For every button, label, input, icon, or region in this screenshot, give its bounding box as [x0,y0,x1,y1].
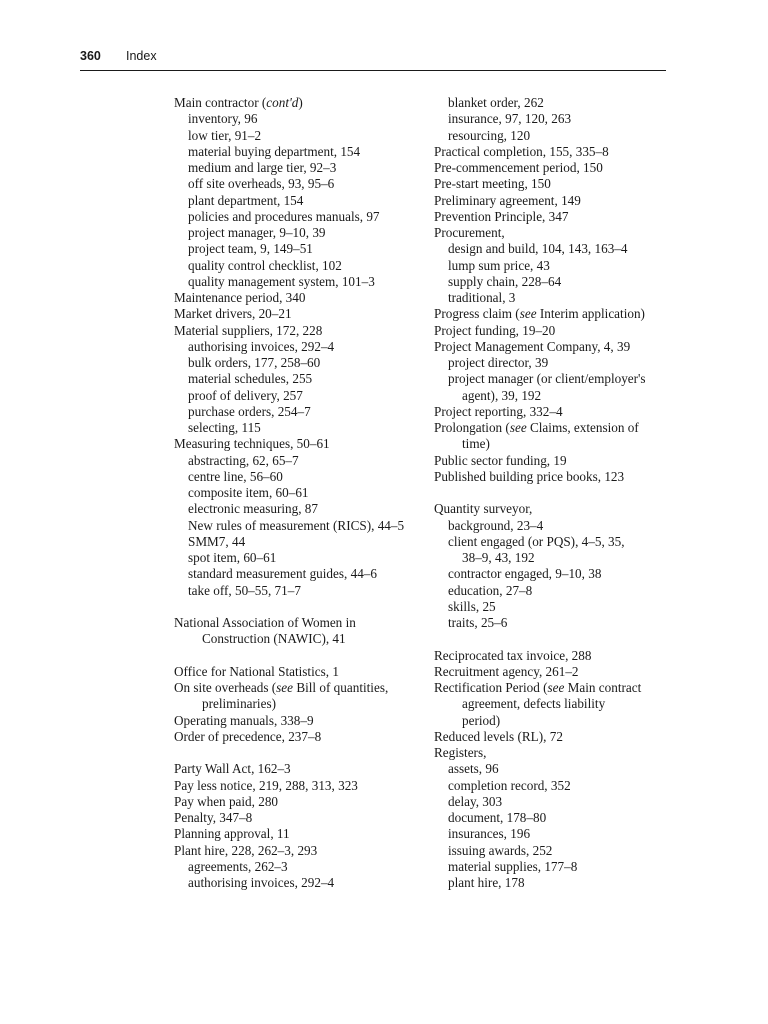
index-entry-continuation [174,696,424,712]
header-rule [80,70,666,71]
entry-text: low tier, 91–2 [188,127,262,143]
index-subentry [434,859,674,875]
entry-text: Reciprocated tax invoice, 288 [434,647,592,663]
index-subentry [174,274,424,290]
entry-text: completion record, 352 [448,777,571,793]
entry-text: period) [462,712,501,728]
index-main-entry [434,745,674,761]
index-main-entry [174,729,424,745]
entry-text: Pay when paid, 280 [174,793,279,809]
entry-text: client engaged (or PQS), 4–5, 35, [448,533,625,549]
italic-text: see [509,420,527,435]
index-main-entry [174,810,424,826]
entry-text: Registers, [434,745,487,760]
index-main-entry [434,144,674,160]
index-main-entry [174,843,424,859]
index-main-entry [434,209,674,225]
entry-text: proof of delivery, 257 [188,387,303,403]
entry-text: education, 27–8 [448,582,533,598]
index-subentry [434,761,674,777]
index-main-entry [434,160,674,176]
entry-text: Preliminary agreement, 149 [434,192,581,208]
entry-text: insurances, 196 [448,826,531,842]
index-subentry [174,469,424,485]
entry-text: resourcing, 120 [448,127,531,143]
entry-text: bulk orders, 177, 258–60 [188,355,321,370]
index-subentry [174,388,424,404]
entry-text: On site overheads ( [174,680,277,695]
index-subentry [434,826,674,842]
index-subentry [174,371,424,387]
entry-text: blanket order, 262 [448,95,544,110]
entry-text: medium and large tier, 92–3 [188,160,337,175]
entry-text: Office for National Statistics, 1 [174,663,339,679]
entry-text: Pre-start meeting, 150 [434,176,551,192]
entry-text: electronic measuring, 87 [188,501,318,517]
index-subentry [174,485,424,501]
index-subentry [434,95,674,111]
index-subentry [434,518,674,534]
entry-text: Public sector funding, 19 [434,452,567,468]
index-subentry [174,193,424,209]
index-subentry [174,550,424,566]
index-subentry [434,615,674,631]
entry-text: delay, 303 [448,793,503,809]
index-subentry [434,794,674,810]
index-subentry [174,420,424,436]
index-entry-continuation [434,696,674,712]
entry-text: Prevention Principle, 347 [434,208,569,224]
entry-text: plant department, 154 [188,192,304,208]
index-main-entry [434,729,674,745]
index-main-entry [434,339,674,355]
index-subentry [434,534,674,550]
entry-text: time) [462,436,490,452]
entry-text: insurance, 97, 120, 263 [448,111,572,127]
italic-text: see [547,680,565,695]
index-main-entry [174,306,424,322]
entry-text: material supplies, 177–8 [448,858,578,874]
entry-text: inventory, 96 [188,111,258,127]
index-subentry [174,859,424,875]
entry-text: centre line, 56–60 [188,468,283,484]
index-subentry [174,111,424,127]
entry-spacer [174,648,424,664]
index-subentry [434,290,674,306]
entry-text: project manager (or client/employer's [448,371,646,387]
entry-text: Project Management Company, 4, 39 [434,338,631,354]
entry-text: abstracting, 62, 65–7 [188,452,299,468]
entry-text: Rectification Period ( [434,680,548,695]
index-main-entry [434,664,674,680]
entry-text: Interim application) [536,306,645,322]
entry-text: assets, 96 [448,761,499,777]
entry-text: Pay less notice, 219, 288, 313, 323 [174,777,358,793]
entry-text: Penalty, 347–8 [174,810,253,825]
entry-text: Project funding, 19–20 [434,322,556,338]
entry-text: off site overheads, 93, 95–6 [188,176,335,192]
italic-text: cont'd [266,95,299,110]
entry-text: composite item, 60–61 [188,485,309,500]
index-main-entry [174,323,424,339]
entry-text: agreements, 262–3 [188,858,288,874]
entry-text: National Association of Women in [174,615,356,630]
entry-text: selecting, 115 [188,420,261,435]
index-main-entry [434,648,674,664]
index-main-entry [174,615,424,631]
entry-text: authorising invoices, 292–4 [188,875,335,890]
entry-text: Prolongation ( [434,420,510,435]
entry-text: contractor engaged, 9–10, 38 [448,566,602,582]
entry-text: project manager, 9–10, 39 [188,225,326,240]
index-main-entry [174,826,424,842]
entry-text: Plant hire, 228, 262–3, 293 [174,842,318,858]
index-subentry [174,453,424,469]
index-subentry [174,225,424,241]
index-subentry [174,583,424,599]
entry-text: preliminaries) [202,696,276,712]
index-subentry [174,875,424,891]
entry-text: quality management system, 101–3 [188,273,375,289]
index-entry-continuation [174,631,424,647]
index-main-entry [174,794,424,810]
index-main-entry [434,680,674,696]
index-subentry [434,241,674,257]
index-subentry [434,371,674,387]
entry-text: spot item, 60–61 [188,550,277,565]
index-main-entry [174,95,424,111]
page-number: 360 [80,49,101,63]
entry-text: traditional, 3 [448,290,516,305]
index-main-entry [434,501,674,517]
index-main-entry [174,778,424,794]
entry-text: agreement, defects liability [462,696,606,712]
index-subentry [174,339,424,355]
index-subentry [174,160,424,176]
index-subentry [174,501,424,517]
entry-text: Party Wall Act, 162–3 [174,761,291,777]
index-main-entry [434,306,674,322]
index-subentry [434,274,674,290]
entry-text: SMM7, 44 [188,533,246,549]
entry-text: lump sum price, 43 [448,257,550,273]
index-column-left [174,95,424,891]
entry-text: project director, 39 [448,355,549,370]
index-main-entry [434,453,674,469]
index-subentry [174,241,424,257]
index-subentry [174,258,424,274]
index-subentry [174,518,424,534]
entry-text: issuing awards, 252 [448,842,553,858]
entry-text: plant hire, 178 [448,875,525,890]
index-main-entry [434,420,674,436]
entry-text: Pre-commencement period, 150 [434,160,603,175]
index-entry-continuation [434,713,674,729]
index-main-entry [434,193,674,209]
italic-text: see [519,306,537,322]
index-subentry [174,404,424,420]
entry-text: document, 178–80 [448,810,547,825]
page-header [80,49,666,69]
entry-text: Recruitment agency, 261–2 [434,663,579,679]
index-main-entry [434,225,674,241]
entry-text: supply chain, 228–64 [448,273,562,289]
entry-text: 38–9, 43, 192 [462,550,535,565]
entry-text: material schedules, 255 [188,371,313,387]
index-main-entry [174,680,424,696]
entry-text: standard measurement guides, 44–6 [188,566,377,582]
index-subentry [434,111,674,127]
entry-text: purchase orders, 254–7 [188,403,311,419]
entry-text: Main contractor ( [174,95,267,110]
entry-text: Bill of quantities, [293,680,389,695]
index-main-entry [434,176,674,192]
entry-text: take off, 50–55, 71–7 [188,582,301,598]
entry-spacer [434,485,674,501]
index-subentry [174,355,424,371]
index-main-entry [174,664,424,680]
entry-text: material buying department, 154 [188,143,361,159]
entry-text: quality control checklist, 102 [188,257,342,273]
index-subentry [434,128,674,144]
entry-text: Maintenance period, 340 [174,290,306,305]
index-main-entry [434,469,674,485]
index-subentry [434,355,674,371]
entry-text: background, 23–4 [448,517,544,533]
index-subentry [434,583,674,599]
entry-text: Construction (NAWIC), 41 [202,631,346,647]
index-subentry [434,810,674,826]
index-subentry [174,534,424,550]
index-subentry [434,778,674,794]
index-subentry [434,599,674,615]
entry-text: Progress claim ( [434,306,520,322]
index-subentry [174,128,424,144]
index-main-entry [174,436,424,452]
running-title: Index [126,49,157,63]
entry-text: Measuring techniques, 50–61 [174,436,330,452]
entry-spacer [174,745,424,761]
index-column-right [434,95,674,891]
index-subentry [434,566,674,582]
index-main-entry [434,404,674,420]
entry-text: Claims, extension of [526,420,639,435]
entry-text: project team, 9, 149–51 [188,241,313,257]
index-subentry [174,209,424,225]
entry-text: Practical completion, 155, 335–8 [434,143,609,159]
index-subentry [434,875,674,891]
entry-text: Material suppliers, 172, 228 [174,322,323,338]
entry-text: Operating manuals, 338–9 [174,712,314,728]
entry-text: agent), 39, 192 [462,387,542,403]
index-main-entry [434,323,674,339]
index-subentry [174,566,424,582]
index-entry-continuation [434,388,674,404]
entry-text: Reduced levels (RL), 72 [434,728,563,744]
index-subentry [174,176,424,192]
entry-spacer [174,599,424,615]
entry-text: Market drivers, 20–21 [174,306,292,322]
entry-text: Order of precedence, 237–8 [174,728,322,744]
entry-text: Quantity surveyor, [434,501,533,517]
entry-text: skills, 25 [448,598,496,614]
entry-text: Published building price books, 123 [434,468,625,484]
entry-text: design and build, 104, 143, 163–4 [448,241,628,257]
index-main-entry [174,761,424,777]
index-subentry [174,144,424,160]
entry-text: New rules of measurement (RICS), 44–5 [188,517,405,533]
index-entry-continuation [434,436,674,452]
entry-text: Procurement, [434,225,505,240]
index-entry-continuation [434,550,674,566]
entry-text: policies and procedures manuals, 97 [188,208,380,224]
index-subentry [434,258,674,274]
index-main-entry [174,713,424,729]
entry-text: authorising invoices, 292–4 [188,338,335,354]
index-main-entry [174,290,424,306]
italic-text: see [276,680,294,695]
entry-text: traits, 25–6 [448,615,508,630]
entry-spacer [434,631,674,647]
entry-text: Main contract [564,680,642,695]
entry-text: Planning approval, 11 [174,826,290,842]
entry-text: ) [298,95,303,110]
index-subentry [434,843,674,859]
entry-text: Project reporting, 332–4 [434,403,563,419]
